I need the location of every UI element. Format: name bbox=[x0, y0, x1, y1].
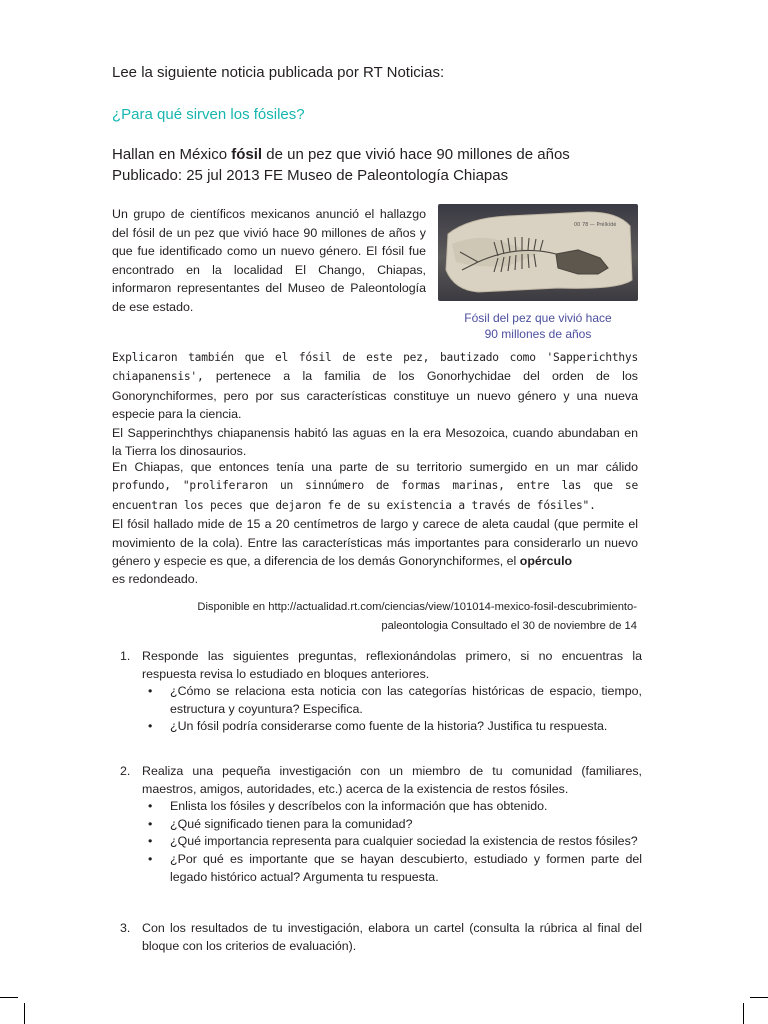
bullet-item: • ¿Un fósil podría considerarse como fuente de la historia? Justifica tu respuesta. bbox=[170, 718, 642, 736]
bullet-item: • Enlista los fósiles y descríbelos con la información que has obtenido. bbox=[170, 798, 642, 816]
item-text: Con los resultados de tu investigación, elabora un cartel (consulta la rúbrica al final del bloque con los criterios de evaluación). bbox=[142, 921, 642, 953]
news-headline bbox=[112, 144, 570, 186]
bullet-item: • ¿Qué significado tienen para la comunidad? bbox=[170, 816, 642, 834]
body-text: El fósil hallado mide de 15 a 20 centímetros de largo y carece de aleta caudal (que permite el movimiento de la cola). Entre las características más importantes para considerarlo un nuevo género y especie es que, a diferencia de los demás Gonorynchiformes, el bbox=[112, 517, 638, 569]
headline-bold: fósil bbox=[231, 146, 263, 163]
crop-mark bbox=[0, 997, 18, 998]
crop-mark bbox=[743, 1003, 744, 1024]
body-text: El Sapperinchthys chiapanensis habitó las aguas en la era Mesozoica, cuando abundaban en la Tierra los dinosaurios. bbox=[112, 425, 638, 459]
item-number: 1. bbox=[120, 649, 131, 663]
bullet-item: • ¿Qué importancia representa para cualquier sociedad la existencia de restos fósiles? bbox=[170, 833, 642, 851]
body-text: pertenece a la familia de los Gonorhychidae del orden de los Gonorynchiformes, pero por sus características constituye un nuevo género y una nueva especie para la ciencia. bbox=[112, 369, 638, 422]
bold-term: opérculo bbox=[519, 554, 573, 569]
news-body-paragraph-1 bbox=[112, 348, 638, 460]
source-citation bbox=[167, 598, 637, 636]
fossil-photo bbox=[438, 204, 638, 301]
fossil-fish-image bbox=[438, 204, 638, 301]
lead-paragraph: Un grupo de científicos mexicanos anunció el hallazgo del fósil de un pez que vivió hace 90 millones de años y que fue identificado como un nuevo género. El fósil fue encontrado en la localidad El Chango, Chiapas, informaron representantes del Museo de Paleontología de ese estado. bbox=[112, 207, 426, 314]
caption-line: 90 millones de años bbox=[484, 326, 592, 341]
bullet-item: • ¿Cómo se relaciona esta noticia con las categorías históricas de espacio, tiempo, estructura y coyuntura? Especifica. bbox=[170, 683, 642, 718]
section-title: ¿Para qué sirven los fósiles? bbox=[112, 106, 305, 123]
intro-text: Lee la siguiente noticia publicada por RT Noticias: bbox=[112, 64, 445, 81]
plate-label: 00 78 — Prélkídé bbox=[574, 222, 617, 228]
body-text: En Chiapas, que entonces tenía una parte de su territorio sumergido en un mar cálido bbox=[112, 460, 638, 474]
source-line: paleontologia Consultado el 30 de noviembre de 14 bbox=[381, 620, 637, 632]
source-line: Disponible en http://actualidad.rt.com/ciencias/view/101014-mexico-fosil-descubrimiento- bbox=[197, 601, 637, 613]
caption-line: Fósil del pez que vivió hace bbox=[464, 311, 612, 325]
body-text-mono: profundo, "proliferaron un sinnúmero de formas marinas, entre las que se encuentran los peces que dejaron fe de su existencia a través de fósiles". bbox=[112, 479, 638, 512]
publication-line: Publicado: 25 jul 2013 FE Museo de Paleontología Chiapas bbox=[112, 167, 509, 184]
item-number: 3. bbox=[120, 921, 131, 935]
activity-item-3 bbox=[112, 920, 642, 955]
crop-mark bbox=[750, 997, 768, 998]
body-text-mono: Explicaron también que el fósil de este pez, bautizado como 'Sapperichthys chiapanensis', bbox=[112, 351, 638, 384]
body-text: es redondeado. bbox=[112, 572, 199, 587]
photo-caption bbox=[438, 311, 638, 342]
bullet-list bbox=[112, 683, 642, 736]
news-body-paragraph-2 bbox=[112, 458, 638, 589]
crop-mark bbox=[24, 1003, 25, 1024]
headline-text-end: de un pez que vivió hace 90 millones de años bbox=[262, 146, 570, 163]
item-number: 2. bbox=[120, 764, 131, 778]
activity-item-2 bbox=[112, 763, 642, 886]
bullet-list bbox=[112, 798, 642, 886]
bullet-item: • ¿Por qué es importante que se hayan descubierto, estudiado y formen parte del legado histórico actual? Argumenta tu respuesta. bbox=[170, 851, 642, 886]
item-text: Realiza una pequeña investigación con un miembro de tu comunidad (familiares, maestros, amigos, autoridades, etc.) acerca de la existencia de restos fósiles. bbox=[142, 764, 642, 796]
item-text: Responde las siguientes preguntas, reflexionándolas primero, si no encuentras la respuesta revisa lo estudiado en bloques anteriores. bbox=[142, 649, 642, 681]
headline-text: Hallan en México bbox=[112, 146, 232, 163]
activity-item-1 bbox=[112, 648, 642, 736]
